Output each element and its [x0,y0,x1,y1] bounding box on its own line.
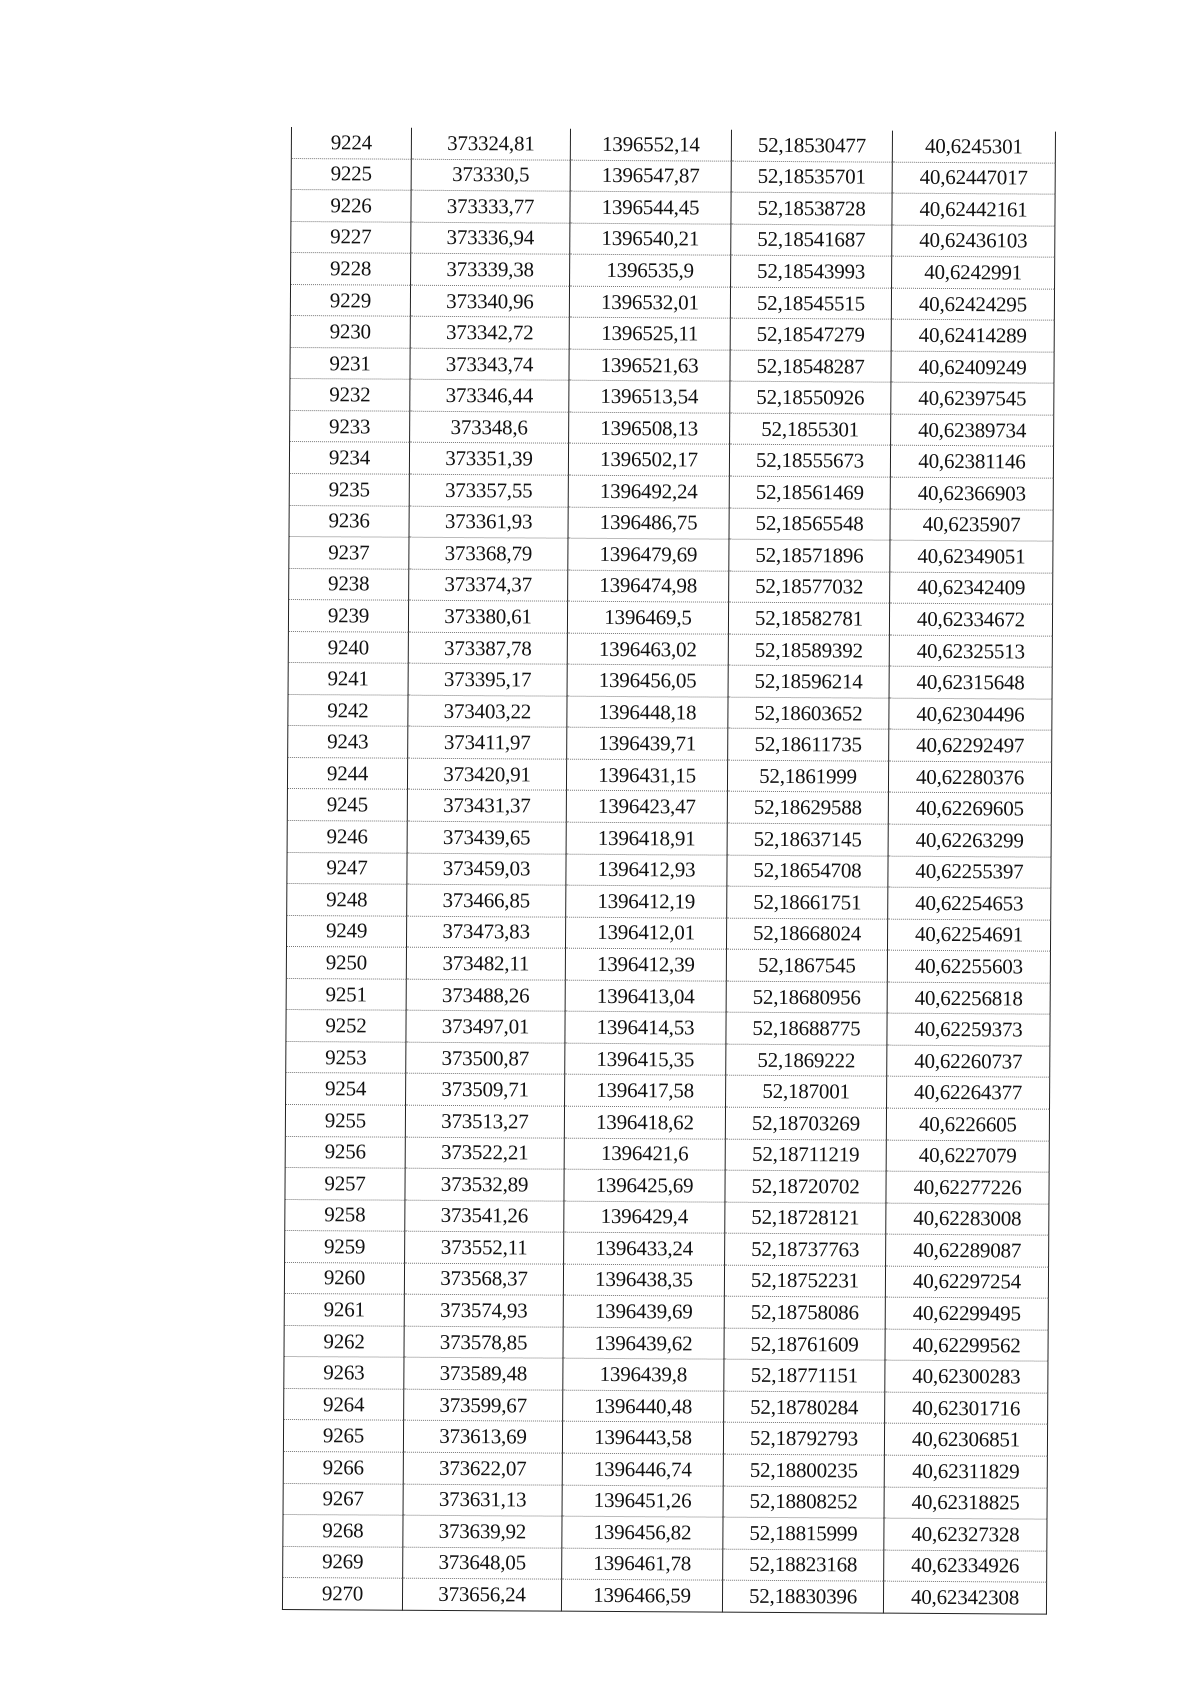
latitude-cell: 52,18547279 [730,318,891,351]
y-coordinate-cell: 1396466,59 [561,1579,722,1612]
longitude-cell: 40,62255603 [887,950,1050,983]
x-coordinate-cell: 373351,39 [409,443,568,476]
y-coordinate-cell: 1396535,9 [570,254,731,287]
longitude-cell: 40,62436103 [892,225,1055,258]
x-coordinate-cell: 373568,37 [404,1263,563,1296]
y-coordinate-cell: 1396439,71 [567,728,728,761]
x-coordinate-cell: 373368,79 [409,537,568,570]
table-row [288,663,1052,699]
latitude-cell: 52,18571896 [729,539,890,572]
table-row [283,1420,1047,1456]
y-coordinate-cell: 1396421,6 [564,1138,725,1171]
point-number-cell: 9226 [291,190,411,222]
latitude-cell: 52,18541687 [731,224,892,257]
point-number-cell: 9259 [285,1231,405,1263]
table-row [286,978,1050,1014]
y-coordinate-cell: 1396418,62 [564,1106,725,1139]
table-row [285,1231,1049,1267]
latitude-cell: 52,18758086 [724,1296,885,1329]
x-coordinate-cell: 373343,74 [410,348,569,381]
table-row [285,1136,1049,1172]
latitude-cell: 52,18823168 [723,1549,884,1582]
y-coordinate-cell: 1396486,75 [568,507,729,540]
y-coordinate-cell: 1396544,45 [570,191,731,224]
longitude-cell: 40,62283008 [886,1203,1049,1236]
y-coordinate-cell: 1396418,91 [566,822,727,855]
y-coordinate-cell: 1396440,48 [563,1390,724,1423]
latitude-cell: 52,18720702 [725,1170,886,1203]
y-coordinate-cell: 1396443,58 [562,1422,723,1455]
longitude-cell: 40,6235907 [890,509,1053,542]
point-number-cell: 9251 [286,978,406,1010]
longitude-cell: 40,62289087 [886,1234,1049,1267]
y-coordinate-cell: 1396540,21 [570,223,731,256]
table-row [287,884,1051,920]
table-row [288,726,1052,762]
latitude-cell: 52,18530477 [731,130,892,162]
longitude-cell: 40,62277226 [886,1171,1049,1204]
longitude-cell: 40,62299562 [885,1329,1048,1362]
x-coordinate-cell: 373631,13 [403,1484,562,1517]
x-coordinate-cell: 373380,61 [408,600,567,633]
point-number-cell: 9264 [284,1388,404,1420]
latitude-cell: 52,18792793 [723,1423,884,1456]
y-coordinate-cell: 1396492,24 [568,475,729,508]
point-number-cell: 9237 [289,537,409,569]
latitude-cell: 52,18577032 [729,571,890,604]
y-coordinate-cell: 1396552,14 [570,129,731,161]
point-number-cell: 9243 [288,726,408,758]
longitude-cell: 40,62409249 [891,351,1054,384]
point-number-cell: 9257 [285,1168,405,1200]
x-coordinate-cell: 373466,85 [407,884,566,917]
longitude-cell: 40,62264377 [887,1077,1050,1110]
x-coordinate-cell: 373599,67 [404,1389,563,1422]
longitude-cell: 40,62311829 [884,1455,1047,1488]
table-row [284,1325,1048,1361]
latitude-cell: 52,18535701 [731,161,892,194]
table-row [286,1073,1050,1109]
latitude-cell: 52,18800235 [723,1454,884,1487]
longitude-cell: 40,62397545 [891,383,1054,416]
x-coordinate-cell: 373532,89 [405,1168,564,1201]
latitude-cell: 52,18668024 [726,918,887,951]
point-number-cell: 9234 [289,442,409,474]
latitude-cell: 52,18728121 [725,1202,886,1235]
x-coordinate-cell: 373403,22 [408,695,567,728]
table-row [288,600,1052,636]
y-coordinate-cell: 1396429,4 [564,1201,725,1234]
latitude-cell: 52,18661751 [727,886,888,919]
point-number-cell: 9253 [286,1041,406,1073]
x-coordinate-cell: 373522,21 [405,1137,564,1170]
latitude-cell: 52,18654708 [727,855,888,888]
table-row [284,1294,1048,1330]
latitude-cell: 52,18565548 [729,508,890,541]
point-number-cell: 9231 [290,347,410,379]
y-coordinate-cell: 1396474,98 [568,570,729,603]
point-number-cell: 9261 [284,1294,404,1326]
latitude-cell: 52,18761609 [724,1328,885,1361]
y-coordinate-cell: 1396417,58 [565,1075,726,1108]
table-row [287,821,1051,857]
longitude-cell: 40,62424295 [891,288,1054,321]
x-coordinate-cell: 373613,69 [403,1421,562,1454]
latitude-cell: 52,18550926 [730,382,891,415]
y-coordinate-cell: 1396412,19 [566,885,727,918]
longitude-cell: 40,62280376 [888,761,1051,794]
y-coordinate-cell: 1396415,35 [565,1043,726,1076]
table-row [291,253,1055,289]
latitude-cell: 52,1861999 [727,760,888,793]
latitude-cell: 52,18680956 [726,981,887,1014]
table-row [282,1578,1046,1614]
point-number-cell: 9229 [290,284,410,316]
y-coordinate-cell: 1396463,02 [567,633,728,666]
table-row [289,474,1053,510]
table-row [289,568,1053,604]
point-number-cell: 9236 [289,505,409,537]
longitude-cell: 40,6227079 [886,1140,1049,1173]
point-number-cell: 9225 [291,158,411,190]
longitude-cell: 40,62389734 [891,414,1054,447]
x-coordinate-cell: 373459,03 [407,853,566,886]
y-coordinate-cell: 1396423,47 [566,791,727,824]
y-coordinate-cell: 1396448,18 [567,696,728,729]
table-row [290,379,1054,415]
x-coordinate-cell: 373589,48 [404,1358,563,1391]
point-number-cell: 9248 [287,884,407,916]
point-number-cell: 9239 [288,600,408,632]
point-number-cell: 9232 [290,379,410,411]
table-row [283,1546,1047,1582]
x-coordinate-cell: 373395,17 [408,664,567,697]
point-number-cell: 9255 [285,1104,405,1136]
point-number-cell: 9233 [290,410,410,442]
point-number-cell: 9250 [286,947,406,979]
table-row [283,1483,1047,1519]
table-row [285,1168,1049,1204]
latitude-cell: 52,18555673 [729,445,890,478]
longitude-cell: 40,62259373 [887,1013,1050,1046]
longitude-cell: 40,6242991 [892,256,1055,289]
x-coordinate-cell: 373648,05 [403,1547,562,1580]
x-coordinate-cell: 373324,81 [411,128,570,160]
table-row [291,190,1055,226]
x-coordinate-cell: 373339,38 [411,253,570,286]
x-coordinate-cell: 373330,5 [411,159,570,192]
y-coordinate-cell: 1396469,5 [567,601,728,634]
point-number-cell: 9244 [287,757,407,789]
longitude-cell: 40,62256818 [887,982,1050,1015]
latitude-cell: 52,18808252 [723,1486,884,1519]
longitude-cell: 40,62297254 [885,1266,1048,1299]
coordinates-table-body [282,127,1055,1614]
table-row [283,1451,1047,1487]
x-coordinate-cell: 373578,85 [404,1326,563,1359]
point-number-cell: 9270 [282,1578,402,1610]
point-number-cell: 9254 [286,1073,406,1105]
latitude-cell: 52,1855301 [730,413,891,446]
x-coordinate-cell: 373500,87 [406,1042,565,1075]
table-row [290,410,1054,446]
point-number-cell: 9266 [283,1451,403,1483]
point-number-cell: 9242 [288,694,408,726]
x-coordinate-cell: 373342,72 [410,317,569,350]
point-number-cell: 9258 [285,1199,405,1231]
longitude-cell: 40,6226605 [886,1108,1049,1141]
table-row [288,631,1052,667]
longitude-cell: 40,62447017 [892,162,1055,195]
y-coordinate-cell: 1396479,69 [568,538,729,571]
latitude-cell: 52,18688775 [726,1012,887,1045]
longitude-cell: 40,62327328 [884,1518,1047,1551]
table-row [290,284,1054,320]
point-number-cell: 9252 [286,1010,406,1042]
table-row [289,442,1053,478]
table-row [290,347,1054,383]
y-coordinate-cell: 1396412,01 [565,917,726,950]
table-row [283,1515,1047,1551]
longitude-cell: 40,62306851 [884,1424,1047,1457]
point-number-cell: 9262 [284,1325,404,1357]
x-coordinate-cell: 373439,65 [407,821,566,854]
table-row [288,694,1052,730]
y-coordinate-cell: 1396508,13 [569,412,730,445]
table-row [285,1104,1049,1140]
x-coordinate-cell: 373357,55 [409,474,568,507]
latitude-cell: 52,1867545 [726,949,887,982]
x-coordinate-cell: 373348,6 [410,411,569,444]
x-coordinate-cell: 373482,11 [406,947,565,980]
point-number-cell: 9267 [283,1483,403,1515]
table-row [286,1041,1050,1077]
longitude-cell: 40,62381146 [890,446,1053,479]
point-number-cell: 9246 [287,821,407,853]
point-number-cell: 9269 [283,1546,403,1578]
latitude-cell: 52,18543993 [731,255,892,288]
latitude-cell: 52,18752231 [724,1265,885,1298]
y-coordinate-cell: 1396461,78 [562,1548,723,1581]
longitude-cell: 40,62334926 [884,1550,1047,1583]
longitude-cell: 40,62254653 [888,887,1051,920]
x-coordinate-cell: 373509,71 [406,1074,565,1107]
point-number-cell: 9235 [289,474,409,506]
latitude-cell: 52,18830396 [722,1580,883,1613]
longitude-cell: 40,62325513 [889,635,1052,668]
longitude-cell: 40,62263299 [888,824,1051,857]
point-number-cell: 9249 [286,915,406,947]
point-number-cell: 9227 [291,221,411,253]
table-row [286,947,1050,983]
point-number-cell: 9240 [288,631,408,663]
latitude-cell: 52,187001 [726,1076,887,1109]
longitude-cell: 40,62342308 [883,1581,1046,1614]
x-coordinate-cell: 373541,26 [405,1200,564,1233]
y-coordinate-cell: 1396433,24 [564,1232,725,1265]
latitude-cell: 52,18629588 [727,792,888,825]
table-row [291,127,1055,163]
longitude-cell: 40,62334672 [889,603,1052,636]
point-number-cell: 9241 [288,663,408,695]
point-number-cell: 9238 [289,568,409,600]
latitude-cell: 52,18771151 [724,1359,885,1392]
x-coordinate-cell: 373374,37 [409,569,568,602]
y-coordinate-cell: 1396513,54 [569,381,730,414]
latitude-cell: 52,18545515 [730,287,891,320]
y-coordinate-cell: 1396525,11 [569,317,730,350]
latitude-cell: 52,18737763 [725,1233,886,1266]
latitude-cell: 52,18538728 [731,192,892,225]
longitude-cell: 40,62304496 [889,698,1052,731]
latitude-cell: 52,18611735 [728,729,889,762]
y-coordinate-cell: 1396425,69 [564,1169,725,1202]
x-coordinate-cell: 373336,94 [411,222,570,255]
longitude-cell: 40,6245301 [892,131,1055,163]
x-coordinate-cell: 373473,83 [406,916,565,949]
latitude-cell: 52,1869222 [726,1044,887,1077]
y-coordinate-cell: 1396502,17 [568,444,729,477]
y-coordinate-cell: 1396456,05 [567,664,728,697]
point-number-cell: 9247 [287,852,407,884]
x-coordinate-cell: 373552,11 [405,1231,564,1264]
y-coordinate-cell: 1396446,74 [562,1453,723,1486]
y-coordinate-cell: 1396456,82 [562,1516,723,1549]
point-number-cell: 9256 [285,1136,405,1168]
table-row [287,852,1051,888]
latitude-cell: 52,18561469 [729,476,890,509]
table-row [291,158,1055,194]
x-coordinate-cell: 373497,01 [406,1011,565,1044]
latitude-cell: 52,18780284 [724,1391,885,1424]
y-coordinate-cell: 1396439,8 [563,1359,724,1392]
table-row [290,316,1054,352]
latitude-cell: 52,18596214 [728,665,889,698]
x-coordinate-cell: 373340,96 [410,285,569,318]
table-row [284,1388,1048,1424]
table-row [284,1357,1048,1393]
x-coordinate-cell: 373431,37 [407,790,566,823]
table-row [285,1199,1049,1235]
table-row [286,915,1050,951]
longitude-cell: 40,62301716 [885,1392,1048,1425]
point-number-cell: 9228 [291,253,411,285]
coordinates-table [282,127,1056,1614]
x-coordinate-cell: 373346,44 [410,380,569,413]
y-coordinate-cell: 1396451,26 [562,1485,723,1518]
x-coordinate-cell: 373488,26 [406,979,565,1012]
x-coordinate-cell: 373361,93 [409,506,568,539]
point-number-cell: 9263 [284,1357,404,1389]
longitude-cell: 40,62300283 [885,1360,1048,1393]
latitude-cell: 52,18603652 [728,697,889,730]
table-row [289,537,1053,573]
y-coordinate-cell: 1396532,01 [569,286,730,319]
y-coordinate-cell: 1396412,93 [566,854,727,887]
table-row [289,505,1053,541]
longitude-cell: 40,62414289 [891,319,1054,352]
longitude-cell: 40,62442161 [892,193,1055,226]
table-row [287,789,1051,825]
table-row [291,221,1055,257]
point-number-cell: 9260 [284,1262,404,1294]
longitude-cell: 40,62349051 [890,540,1053,573]
x-coordinate-cell: 373656,24 [402,1578,561,1611]
table-row [286,1010,1050,1046]
y-coordinate-cell: 1396413,04 [565,980,726,1013]
point-number-cell: 9224 [291,127,411,159]
x-coordinate-cell: 373333,77 [411,190,570,223]
point-number-cell: 9245 [287,789,407,821]
longitude-cell: 40,62315648 [889,666,1052,699]
x-coordinate-cell: 373387,78 [408,632,567,665]
longitude-cell: 40,62342409 [890,572,1053,605]
y-coordinate-cell: 1396547,87 [570,160,731,193]
longitude-cell: 40,62292497 [889,730,1052,763]
x-coordinate-cell: 373411,97 [408,727,567,760]
table-row [284,1262,1048,1298]
x-coordinate-cell: 373513,27 [405,1105,564,1138]
x-coordinate-cell: 373622,07 [403,1452,562,1485]
latitude-cell: 52,18711219 [725,1139,886,1172]
longitude-cell: 40,62318825 [884,1487,1047,1520]
y-coordinate-cell: 1396414,53 [565,1012,726,1045]
longitude-cell: 40,62299495 [885,1297,1048,1330]
longitude-cell: 40,62269605 [888,793,1051,826]
latitude-cell: 52,18582781 [728,602,889,635]
table-row [287,757,1051,793]
longitude-cell: 40,62254691 [887,919,1050,952]
y-coordinate-cell: 1396439,62 [563,1327,724,1360]
y-coordinate-cell: 1396431,15 [566,759,727,792]
longitude-cell: 40,62366903 [890,477,1053,510]
latitude-cell: 52,18815999 [723,1517,884,1550]
y-coordinate-cell: 1396521,63 [569,349,730,382]
point-number-cell: 9265 [283,1420,403,1452]
point-number-cell: 9268 [283,1515,403,1547]
y-coordinate-cell: 1396438,35 [563,1264,724,1297]
longitude-cell: 40,62260737 [887,1045,1050,1078]
y-coordinate-cell: 1396439,69 [563,1295,724,1328]
longitude-cell: 40,62255397 [888,856,1051,889]
x-coordinate-cell: 373420,91 [407,758,566,791]
latitude-cell: 52,18637145 [727,823,888,856]
point-number-cell: 9230 [290,316,410,348]
y-coordinate-cell: 1396412,39 [565,948,726,981]
latitude-cell: 52,18548287 [730,350,891,383]
x-coordinate-cell: 373639,92 [403,1515,562,1548]
x-coordinate-cell: 373574,93 [404,1294,563,1327]
latitude-cell: 52,18589392 [728,634,889,667]
latitude-cell: 52,18703269 [725,1107,886,1140]
